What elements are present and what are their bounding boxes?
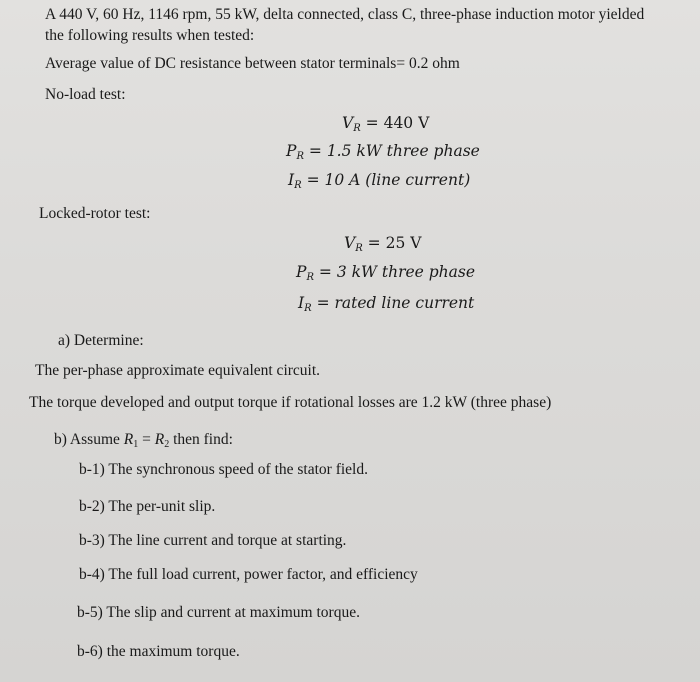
no-load-current-symbol: I	[288, 171, 295, 189]
part-b-item-1: b-1) The synchronous speed of the stator field.	[79, 461, 368, 478]
locked-rotor-current-symbol: I	[298, 294, 305, 312]
no-load-power-subscript: R	[296, 151, 304, 162]
r2-symbol: R	[154, 431, 165, 448]
part-a-item-2: The torque developed and output torque if rotational losses are 1.2 kW (three phase)	[29, 394, 552, 411]
part-b-item-3: b-3) The line current and torque at starting.	[79, 532, 347, 549]
part-b-item-4: b-4) The full load current, power factor, and efficiency	[79, 566, 418, 583]
no-load-power-symbol: P	[286, 142, 297, 160]
no-load-power	[286, 142, 480, 166]
no-load-voltage-value: = 440 V	[365, 114, 430, 132]
no-load-current-subscript: R	[294, 180, 302, 191]
no-load-heading: No-load test:	[45, 86, 126, 103]
no-load-current-value: = 10 A (line current)	[306, 171, 471, 189]
part-a-label: a) Determine:	[58, 332, 144, 349]
part-b-item-2: b-2) The per-unit slip.	[79, 498, 216, 515]
part-b-item-5: b-5) The slip and current at maximum torque.	[77, 604, 360, 621]
locked-rotor-current	[298, 294, 474, 318]
r1-symbol: R	[123, 431, 134, 448]
no-load-voltage	[342, 114, 429, 138]
locked-rotor-current-subscript: R	[304, 303, 312, 314]
locked-rotor-power-value: = 3 kW three phase	[318, 263, 476, 281]
r2-subscript: 2	[164, 439, 170, 450]
no-load-current	[288, 171, 470, 195]
locked-rotor-power-subscript: R	[306, 272, 314, 283]
intro-line-2: the following results when tested:	[45, 27, 255, 44]
part-a-item-1: The per-phase approximate equivalent circuit.	[35, 362, 321, 379]
equals-sign: =	[138, 431, 155, 448]
locked-rotor-power-symbol: P	[296, 263, 307, 281]
locked-rotor-voltage-value: = 25 V	[367, 234, 422, 252]
part-b-label	[54, 431, 233, 454]
r1-subscript: 1	[133, 439, 139, 450]
locked-rotor-heading: Locked-rotor test:	[39, 205, 151, 222]
part-b-item-6: b-6) the maximum torque.	[77, 643, 240, 660]
no-load-voltage-subscript: R	[353, 123, 361, 134]
locked-rotor-power	[296, 263, 475, 287]
no-load-voltage-symbol: V	[342, 114, 354, 132]
locked-rotor-current-value: = rated line current	[316, 294, 475, 312]
locked-rotor-voltage	[344, 234, 421, 258]
intro-line-1: A 440 V, 60 Hz, 1146 rpm, 55 kW, delta connected, class C, three-phase induction motor yielded	[45, 6, 645, 23]
locked-rotor-voltage-subscript: R	[355, 243, 363, 254]
locked-rotor-voltage-symbol: V	[344, 234, 356, 252]
part-b-label-suffix: then find:	[169, 431, 233, 448]
part-b-label-prefix: b) Assume	[54, 431, 124, 448]
dc-resistance-line: Average value of DC resistance between stator terminals= 0.2 ohm	[45, 55, 460, 72]
no-load-power-value: = 1.5 kW three phase	[308, 142, 480, 160]
